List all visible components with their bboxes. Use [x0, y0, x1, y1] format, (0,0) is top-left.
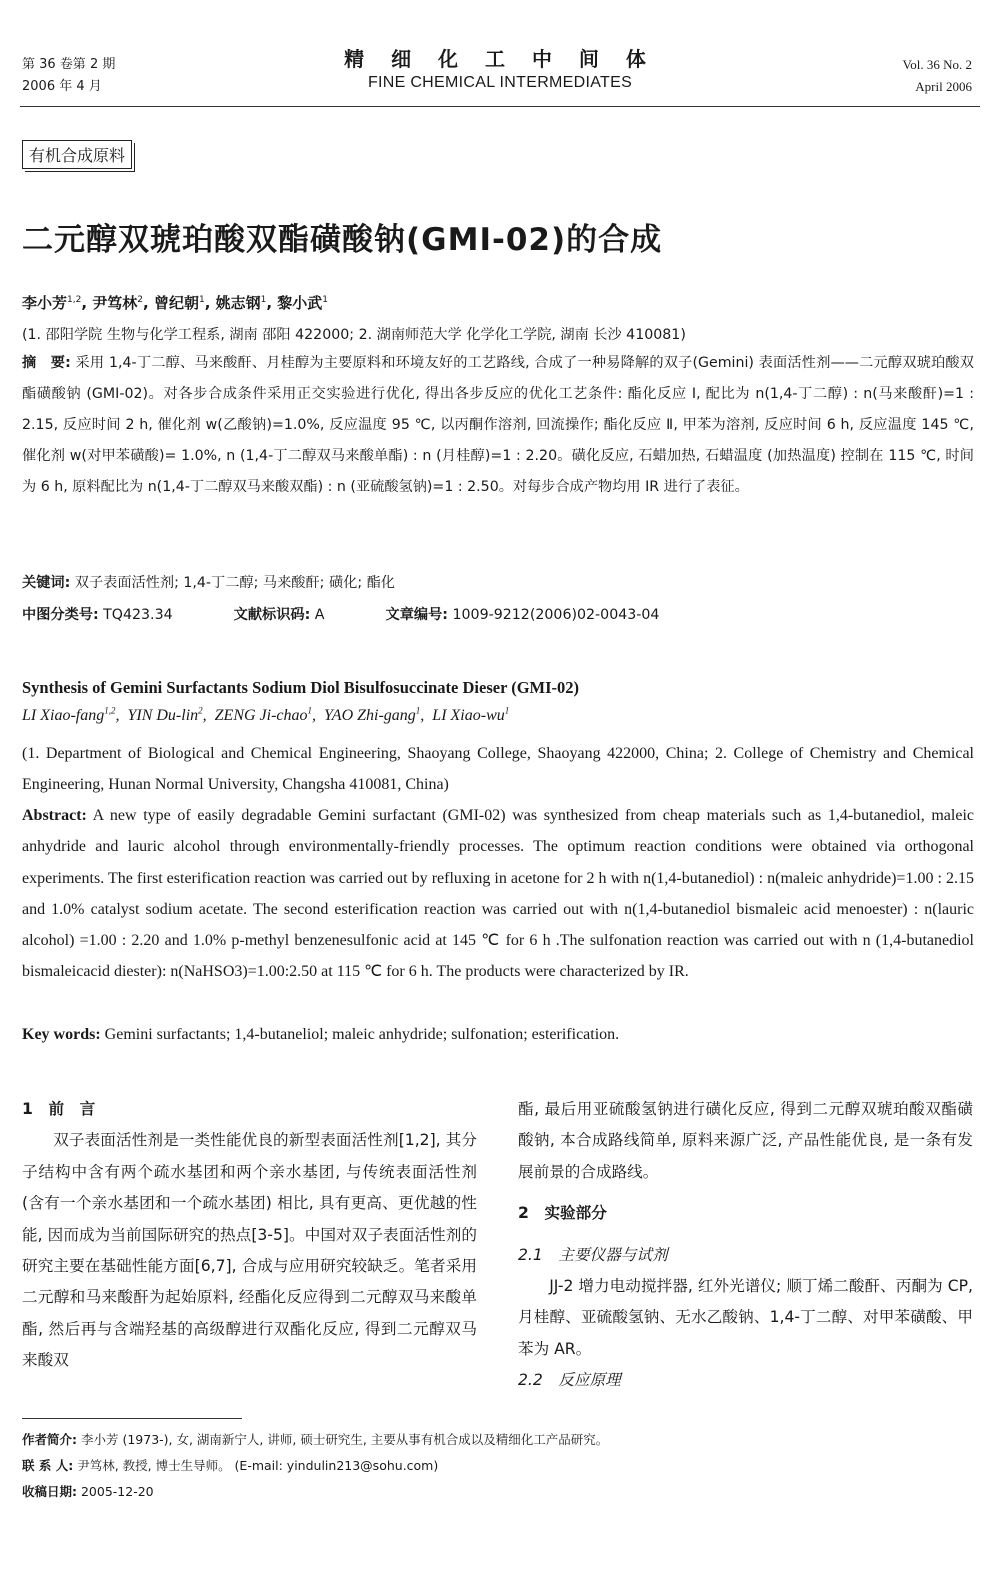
received-label: 收稿日期:: [22, 1484, 77, 1499]
abstract-en-text: A new type of easily degradable Gemini surfactant (GMI-02) was synthesized from cheap materials such as 1,4-butanediol, maleic anhydride and lauric alcohol through environmentally-friendly processes. The optimum reaction conditions were obtained via orthogonal experiments. The first esterification reaction was carried out by refluxing in acetone for 2 h with n(1,4-butanediol) : n(maleic anhydride)=1.00 : 2.15 and 1.0% catalyst sodium acetate. The second esterification reaction was carried out with n(1,4-butanediol bismaleic acid menoester) : n(lauric alcohol) =1.00 : 2.20 and 1.0% p-methyl benzenesulfonic acid at 145 ℃ for 6 h .The sulfonation reaction was carried out with n (1,4-butanediol bismaleicacid diester): n(NaHSO3)=1.00:2.50 at 115 ℃ for 6 h. The products were characterized by IR.: [22, 807, 974, 981]
footnote-rule: [22, 1418, 242, 1419]
keywords-cn: [22, 568, 974, 599]
section-1-continued: 酯, 最后用亚硫酸氢钠进行磺化反应, 得到二元醇双琥珀酸双酯磺酸钠, 本合成路线简单, 原料来源广泛, 产品性能优良, 是一条有发展前景的合成路线。: [518, 1100, 973, 1181]
abstract-cn-text: 采用 1,4-丁二醇、马来酸酐、月桂醇为主要原料和环境友好的工艺路线, 合成了一种易降解的双子(Gemini) 表面活性剂——二元醇双琥珀酸双酯磺酸钠 (GMI-02)。对各步合成条件采用正交实验进行优化, 得出各步反应的优化工艺条件: 酯化反应 I, 配比为 n(1,4-丁二醇) : n(马来酸酐)=1 : 2.15, 反应时间 2 h, 催化剂 w(乙酸钠)=1.0%, 反应温度 95 ℃, 以丙酮作溶剂, 回流操作; 酯化反应 Ⅱ, 甲苯为溶剂, 反应时间 6 h, 反应温度 145 ℃, 催化剂 w(对甲苯磺酸)= 1.0%, n (1,4-丁二醇双马来酸单酯) : n (月桂醇)=1 : 2.20。磺化反应, 石蜡加热, 石蜡温度 (加热温度) 控制在 115 ℃, 时间为 6 h, 原料配比为 n(1,4-丁二醇双马来酸双酯) : n (亚硫酸氢钠)=1 : 2.50。对每步合成产物均用 IR 进行了表征。: [22, 355, 974, 495]
keywords-cn-label: 关键词:: [22, 575, 71, 591]
body-left-column: [22, 1094, 477, 1377]
author-sup: 1: [198, 295, 205, 305]
journal-name-cn: 精 细 化 工 中 间 体: [344, 47, 656, 71]
header-rule: [20, 106, 980, 107]
author-name: 姚志钢: [215, 294, 261, 312]
author-sup-en: 2: [198, 705, 203, 716]
author-name-en: LI Xiao-wu: [432, 707, 505, 724]
paper-title-en: Synthesis of Gemini Surfactants Sodium Diol Bisulfosuccinate Dieser (GMI-02): [22, 678, 580, 697]
classification-line: [22, 600, 974, 631]
keywords-cn-text: 双子表面活性剂; 1,4-丁二醇; 马来酸酐; 磺化; 酯化: [74, 575, 395, 591]
section-tag: 有机合成原料: [22, 140, 132, 169]
section-1-paragraph: 双子表面活性剂是一类性能优良的新型表面活性剂[1,2], 其分子结构中含有两个疏水基团和两个亲水基团, 与传统表面活性剂 (含有一个亲水基团和一个疏水基团) 相比, 具有更高、更优越的性能, 因而成为当前国际研究的热点[3-5]。中国对双子表面活性剂的研究主要在基础性能方面[6,7], 合成与应用研究较缺乏。笔者采用二元醇和马来酸酐为起始原料, 经酯化反应得到二元醇双马来酸单酯, 然后再与含端羟基的高级醇进行双酯化反应, 得到二元醇双马来酸双: [22, 1131, 477, 1370]
author-name-en: YIN Du-lin: [127, 707, 199, 724]
author-bio: [22, 1430, 608, 1450]
abstract-cn: [22, 348, 974, 503]
article-no-value: 1009-9212(2006)02-0043-04: [452, 607, 660, 623]
author-sup-en: 1: [415, 705, 421, 716]
clc-label: 中图分类号:: [22, 607, 99, 623]
authors-en: LI Xiao-fang$^{1,2}$, YIN Du-lin$^2$, ZENG Ji-chao$^1$, YAO Zhi-gang$^1$, LI Xiao-$wu^1$: [22, 705, 510, 724]
date-cn: 2006 年 4 月: [22, 79, 102, 94]
author-bio-label: 作者简介:: [22, 1432, 77, 1447]
clc-value: TQ423.34: [103, 607, 173, 623]
contact-text: 尹笃林, 教授, 博士生导师。 (E-mail: yindulin213@sohu.com): [77, 1458, 439, 1473]
author-sup-en: 1,2: [104, 705, 116, 716]
author-sup: 1: [260, 295, 267, 305]
volume-cn: 第 36 卷第 2 期: [22, 57, 116, 72]
author-name: 李小芳: [22, 294, 68, 312]
section-1-heading: 1 前 言: [22, 1100, 96, 1118]
doc-code-value: A: [314, 607, 325, 623]
received-value: 2005-12-20: [80, 1484, 154, 1499]
section-2-1-heading: 2.1 主要仪器与试剂: [518, 1245, 668, 1264]
article-no-label: 文章编号:: [385, 607, 448, 623]
keywords-en: [22, 1019, 974, 1050]
affiliation-en: (1. Department of Biological and Chemical Engineering, Shaoyang College, Shaoyang 422000, China; 2. College of Chemistry and Chemical Engineering, Hunan Normal University, Changsha 410081, China): [22, 745, 974, 794]
date-en: April 2006: [915, 79, 972, 94]
author-name-en: LI Xiao-fang: [22, 707, 105, 724]
author-sup-en: 1: [504, 705, 510, 716]
affiliation-cn: (1. 邵阳学院 生物与化学工程系, 湖南 邵阳 422000; 2. 湖南师范大学 化学化工学院, 湖南 长沙 410081): [22, 327, 686, 343]
section-2-1-paragraph: JJ-2 增力电动搅拌器, 红外光谱仪; 顺丁烯二酸酐、丙酮为 CP, 月桂醇、亚硫酸氢钠、无水乙酸钠、1,4-丁二醇、对甲苯磺酸、甲苯为 AR。: [518, 1277, 973, 1358]
section-2-heading: 2 实验部分: [518, 1204, 607, 1223]
author-name-en: YAO Zhi-gang: [324, 707, 416, 724]
body-right-column: [518, 1094, 973, 1397]
author-sup-en: 1: [307, 705, 313, 716]
abstract-en: [22, 800, 974, 988]
author-name: 黎小武: [277, 294, 323, 312]
author-sup: 1,2: [67, 295, 82, 305]
journal-name: [300, 46, 700, 94]
author-sup: 2: [137, 295, 144, 305]
received-date: [22, 1482, 154, 1502]
author-bio-text: 李小芳 (1973-), 女, 湖南新宁人, 讲师, 硕士研究生, 主要从事有机合成以及精细化工产品研究。: [80, 1432, 609, 1447]
author-name: 尹笃林: [92, 294, 138, 312]
journal-name-en: FINE CHEMICAL INTERMEDIATES: [367, 74, 633, 91]
authors-cn: 李小芳$^{1,2}$, 尹笃林$^2$, 曾纪朝$^1$, 姚志钢$^1$, 黎小武$^1$: [22, 294, 329, 312]
author-sup: 1: [322, 295, 329, 305]
author-name-en: ZENG Ji-chao: [214, 707, 308, 724]
doc-code-label: 文献标识码:: [233, 607, 311, 623]
keywords-en-label: Key words:: [22, 1026, 101, 1043]
volume-en: Vol. 36 No. 2: [902, 57, 972, 72]
paper-title-cn: 二元醇双琥珀酸双酯磺酸钠(GMI-02)的合成: [22, 222, 663, 258]
journal-issue-cn: [22, 54, 115, 98]
contact-label: 联 系 人:: [22, 1458, 74, 1473]
contact-person: [22, 1456, 438, 1476]
section-2-2-heading: 2.2 反应原理: [518, 1371, 621, 1390]
abstract-en-label: Abstract:: [22, 807, 87, 824]
author-name: 曾纪朝: [153, 294, 199, 312]
abstract-cn-label: 摘 要:: [22, 355, 71, 371]
journal-issue-en: [903, 54, 972, 98]
keywords-en-text: Gemini surfactants; 1,4-butaneliol; maleic anhydride; sulfonation; esterification.: [104, 1026, 620, 1043]
